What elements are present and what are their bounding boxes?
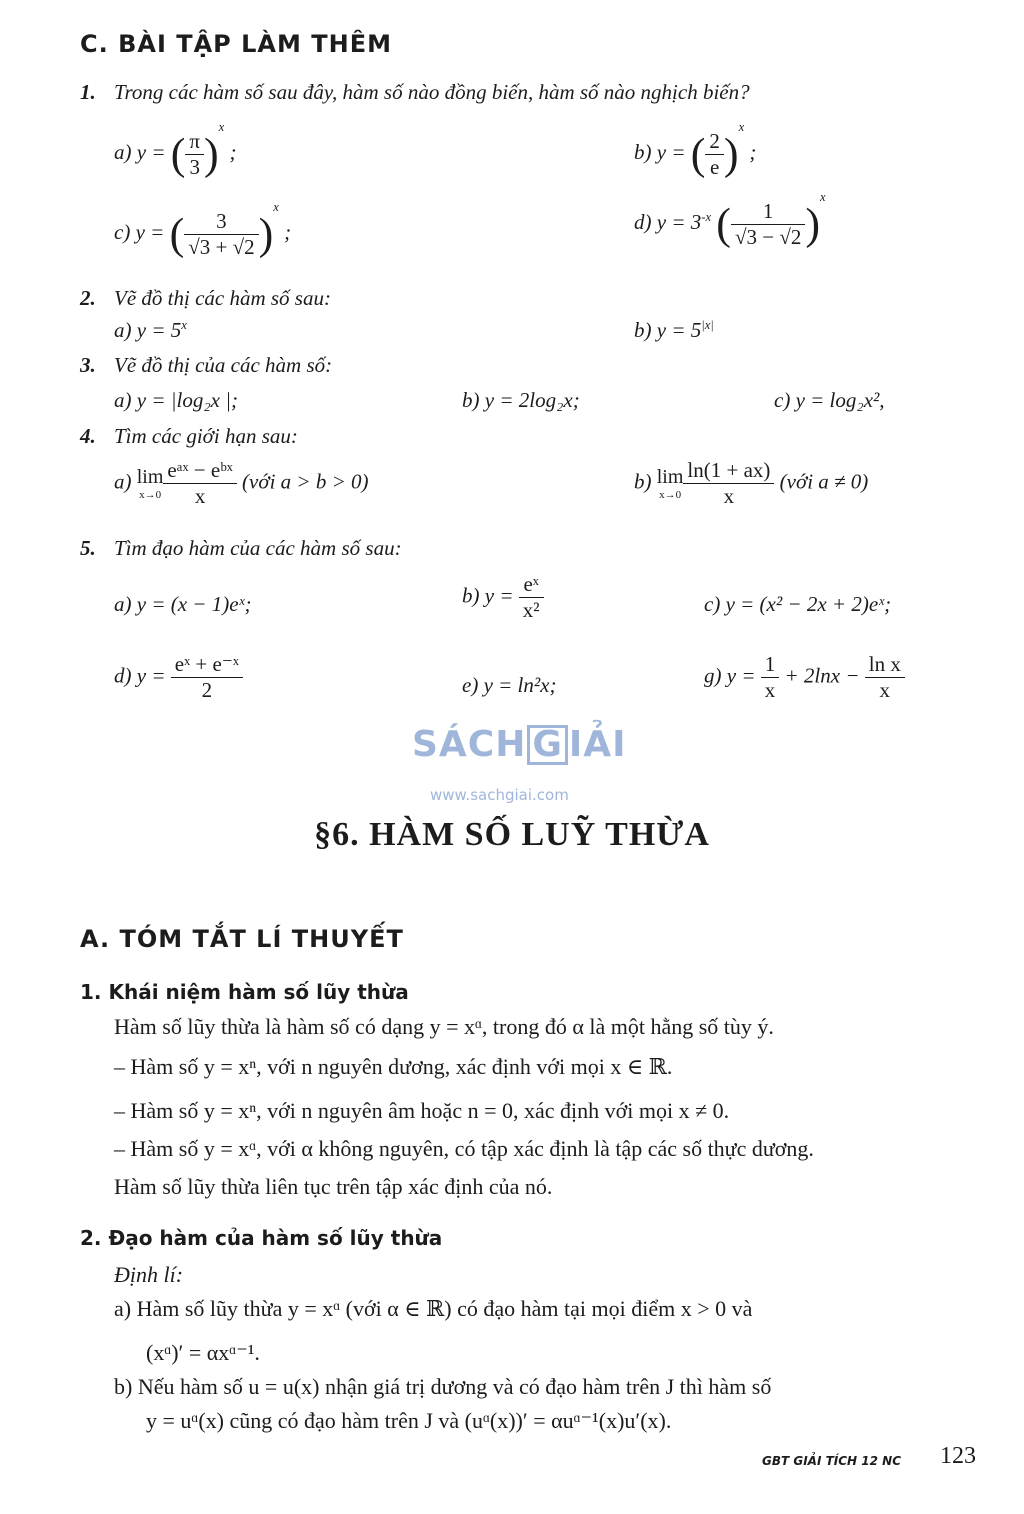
ex4-b-fraction <box>683 458 774 509</box>
ex5-g-den2: x <box>879 678 891 702</box>
ex2-a <box>114 318 187 343</box>
ex1-d-num: 1 <box>731 199 805 225</box>
ex1-text: Trong các hàm số sau đây, hàm số nào đồng biến, hàm số nào nghịch biến? <box>114 80 750 104</box>
ex5-g-num1: 1 <box>761 652 780 678</box>
paren-left: ( <box>690 129 706 179</box>
ex3-b: b) y = 2log₂x; <box>462 388 580 412</box>
ex4-a-cond: (với a > b > 0) <box>242 469 369 494</box>
ex4-a-den: x <box>194 484 206 508</box>
ex5-text: Tìm đạo hàm của các hàm số sau: <box>114 536 402 560</box>
ex5-number: 5. <box>80 536 96 560</box>
ex1-a <box>114 120 237 180</box>
ex5-g-den1: x <box>764 678 776 702</box>
ex4-a-label: a) <box>114 469 132 494</box>
ex4-a-lim: lim <box>136 466 164 488</box>
ex1-d-fraction <box>731 199 805 250</box>
theorem-a-line-2: (xᵅ)′ = αxᵅ⁻¹. <box>146 1340 260 1365</box>
ex5-e: e) y = ln²x; <box>462 673 557 697</box>
ex1-d-den: √3 − √2 <box>734 224 802 249</box>
ex5-b-den: x² <box>522 598 540 622</box>
ex4-a-num: eᵃˣ − eᵇˣ <box>163 458 236 484</box>
ex1-c-end: ; <box>284 220 292 244</box>
theorem-b-line-1: b) Nếu hàm số u = u(x) nhận giá trị dương và có đạo hàm trên J thì hàm số <box>114 1374 772 1399</box>
ex5-b-label: b) y = <box>462 583 514 608</box>
ex1-c-exp: x <box>273 200 279 214</box>
ex1-b-num: 2 <box>705 129 724 155</box>
ex1-a-end: ; <box>229 140 237 164</box>
ex1-a-exp: x <box>218 120 225 134</box>
ex4-b-cond: (với a ≠ 0) <box>779 469 869 494</box>
ex5-g-fraction-2 <box>865 652 905 703</box>
ex5-d <box>114 652 243 703</box>
ex5-g-fraction-1 <box>761 652 780 703</box>
ex5-a: a) y = (x − 1)eˣ; <box>114 592 252 616</box>
theorem-b-line-2: y = uᵅ(x) cũng có đạo hàm trên J và (uᵅ(x))′ = αuᵅ⁻¹(x)u′(x). <box>146 1408 672 1433</box>
paren-left: ( <box>716 199 731 249</box>
ex4-b-limit <box>657 466 684 501</box>
ex5-g <box>704 652 905 703</box>
ex4-a <box>114 458 369 509</box>
ex4-a-limit <box>137 466 164 501</box>
concept-heading: 1. Khái niệm hàm số lũy thừa <box>80 980 409 1004</box>
ex4-number: 4. <box>80 424 96 448</box>
ex1-b-exp: x <box>738 120 745 134</box>
ex4-a-fraction <box>163 458 236 509</box>
watermark-g: G <box>527 725 568 765</box>
ex1-a-label: a) y = <box>114 140 166 164</box>
paren-right: ) <box>258 209 274 259</box>
ex4-a-under: x→0 <box>139 489 162 501</box>
ex1-d-exp: x <box>820 190 826 204</box>
ex1-b-end: ; <box>749 140 757 164</box>
ex5-c: c) y = (x² − 2x + 2)eˣ; <box>704 592 892 616</box>
page-number: 123 <box>940 1443 976 1469</box>
ex2-b-text: b) y = 5 <box>634 318 702 342</box>
ex1-a-den: 3 <box>189 154 200 179</box>
paren-right: ) <box>805 199 821 249</box>
section-a-heading: A. TÓM TẮT LÍ THUYẾT <box>80 925 404 953</box>
ex2-number: 2. <box>80 286 96 310</box>
ex4-b-under: x→0 <box>659 489 682 501</box>
ex1-c-num: 3 <box>184 209 258 235</box>
ex5-g-mid: + 2lnx − <box>784 663 860 688</box>
concept-line-5: Hàm số lũy thừa liên tục trên tập xác định của nó. <box>114 1174 553 1199</box>
ex2-a-text: a) y = 5 <box>114 318 182 342</box>
watermark-url: www.sachgiai.com <box>430 786 569 804</box>
watermark-post: IẢI <box>568 724 627 765</box>
ex3-number: 3. <box>80 353 96 377</box>
ex1-number: 1. <box>80 80 96 104</box>
ex2-b <box>634 318 714 343</box>
ex1-b-label: b) y = <box>634 140 686 164</box>
paren-left: ( <box>169 209 185 259</box>
theorem-label: Định lí: <box>114 1262 184 1287</box>
ex4-b-lim: lim <box>656 466 684 488</box>
ex2-b-exp: |x| <box>701 318 714 332</box>
ex5-d-fraction <box>171 652 243 703</box>
paren-right: ) <box>204 129 219 179</box>
ex4-b-label: b) <box>634 469 652 494</box>
ex4-b-num: ln(1 + ax) <box>683 458 774 484</box>
concept-line-1: Hàm số lũy thừa là hàm số có dạng y = xᵅ, trong đó α là một hằng số tùy ý. <box>114 1014 774 1039</box>
ex1-b-fraction <box>705 129 724 180</box>
watermark-logo <box>412 724 627 765</box>
ex1-d <box>634 190 826 250</box>
ex5-b <box>462 572 544 623</box>
footer-label: GBT GIẢI TÍCH 12 NC <box>762 1454 902 1468</box>
ex1-a-fraction <box>185 129 204 180</box>
ex3-text: Vẽ đồ thị của các hàm số: <box>114 353 333 377</box>
paren-left: ( <box>170 129 186 179</box>
ex1-c-label: c) y = <box>114 220 165 244</box>
ex2-text: Vẽ đồ thị các hàm số sau: <box>114 286 331 310</box>
ex2-a-exp: x <box>181 318 187 332</box>
ex4-b-den: x <box>723 484 735 508</box>
ex1-c-den: √3 + √2 <box>188 234 255 259</box>
watermark-pre: SÁCH <box>412 724 527 765</box>
ex3-c: c) y = log₂x², <box>774 388 885 412</box>
concept-line-2: – Hàm số y = xⁿ, với n nguyên dương, xác định với mọi x ∈ ℝ. <box>114 1054 673 1079</box>
ex1-c-fraction <box>184 209 258 260</box>
ex1-c <box>114 200 291 260</box>
ex1-b <box>634 120 756 180</box>
theorem-a-line-1: a) Hàm số lũy thừa y = xᵅ (với α ∈ ℝ) có đạo hàm tại mọi điểm x > 0 và <box>114 1296 753 1321</box>
ex5-g-num2: ln x <box>865 652 905 678</box>
ex4-b <box>634 458 868 509</box>
paren-right: ) <box>723 129 739 179</box>
ex1-b-den: e <box>709 154 720 179</box>
ex1-d-label: d) y = 3 <box>634 210 702 234</box>
ex1-a-num: π <box>185 129 204 155</box>
ex5-d-num: eˣ + e⁻ˣ <box>171 652 243 678</box>
ex5-b-num: eˣ <box>519 572 544 598</box>
section-c-heading: C. BÀI TẬP LÀM THÊM <box>80 30 392 58</box>
derivative-heading: 2. Đạo hàm của hàm số lũy thừa <box>80 1226 443 1250</box>
concept-line-4: – Hàm số y = xᵅ, với α không nguyên, có tập xác định là tập các số thực dương. <box>114 1136 814 1161</box>
ex5-d-den: 2 <box>201 678 213 702</box>
ex3-a: a) y = |log₂x |; <box>114 388 238 412</box>
ex4-text: Tìm các giới hạn sau: <box>114 424 298 448</box>
ex5-b-fraction <box>519 572 544 623</box>
ex5-d-label: d) y = <box>114 663 166 688</box>
ex5-g-label: g) y = <box>704 663 756 688</box>
concept-line-3: – Hàm số y = xⁿ, với n nguyên âm hoặc n = 0, xác định với mọi x ≠ 0. <box>114 1098 730 1123</box>
ex1-d-pre-exp: -x <box>701 210 712 224</box>
page-title: §6. HÀM SỐ LUỸ THỪA <box>314 816 710 853</box>
